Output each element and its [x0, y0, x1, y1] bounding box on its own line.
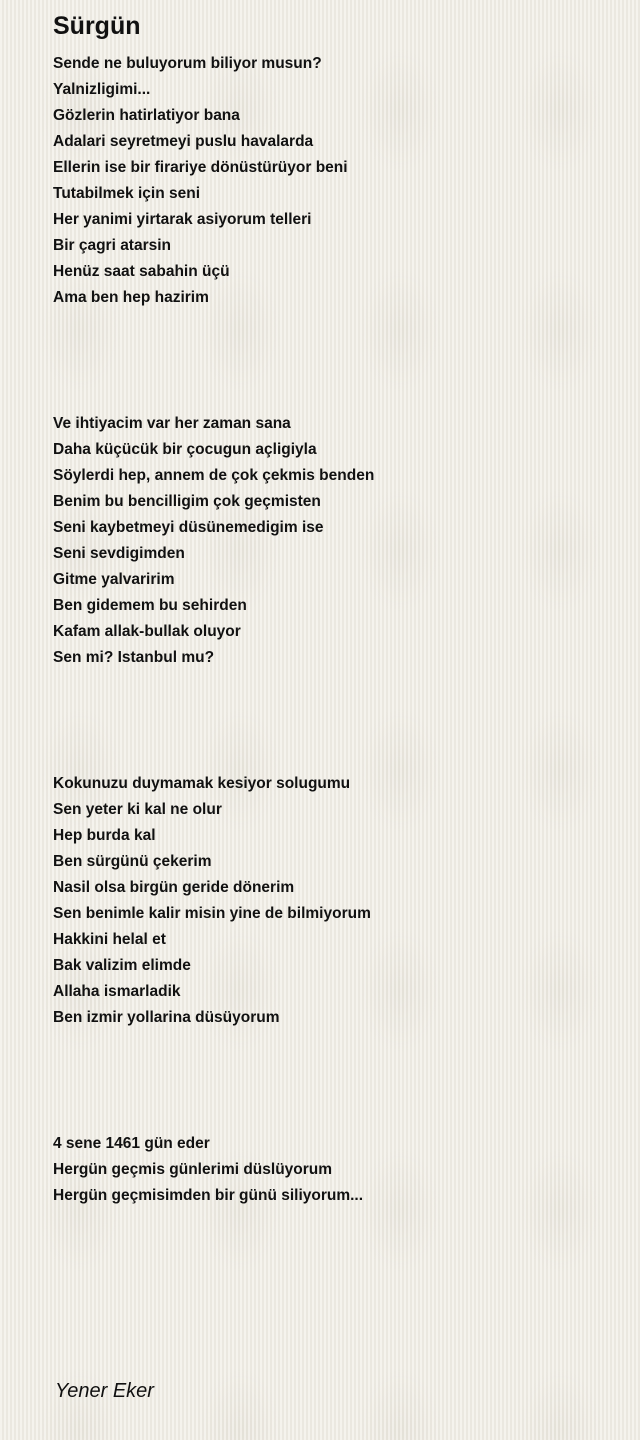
- stanza-4: [53, 1131, 363, 1209]
- poem-title: Sürgün: [53, 12, 141, 40]
- poem-line: Tutabilmek için seni: [53, 185, 201, 202]
- poem-line: Yalnizligimi...: [53, 81, 151, 98]
- poem-line: Ben gidemem bu sehirden: [53, 597, 247, 614]
- stanza-3: [53, 771, 371, 1031]
- poem-line: Sende ne buluyorum biliyor musun?: [53, 55, 322, 72]
- poem-line: Nasil olsa birgün geride dönerim: [53, 879, 295, 896]
- poem-line: Her yanimi yirtarak asiyorum telleri: [53, 211, 312, 228]
- poem-line: Kafam allak-bullak oluyor: [53, 623, 241, 640]
- poem-line: Henüz saat sabahin üçü: [53, 263, 230, 280]
- poem-line: Ama ben hep hazirim: [53, 289, 209, 306]
- poem-line: Ve ihtiyacim var her zaman sana: [53, 415, 291, 432]
- poem-line: 4 sene 1461 gün eder: [53, 1135, 210, 1152]
- poem-line: Hergün geçmis günlerimi düslüyorum: [53, 1161, 333, 1178]
- poem-line: Söylerdi hep, annem de çok çekmis benden: [53, 467, 375, 484]
- poem-line: Gözlerin hatirlatiyor bana: [53, 107, 240, 124]
- poem-line: Hergün geçmisimden bir günü siliyorum...: [53, 1187, 364, 1204]
- poem-line: Ellerin ise bir firariye dönüstürüyor beni: [53, 159, 348, 176]
- poem-line: Benim bu bencilligim çok geçmisten: [53, 493, 321, 510]
- poem-line: Kokunuzu duymamak kesiyor solugumu: [53, 775, 351, 792]
- poem-line: Hep burda kal: [53, 827, 156, 844]
- poem-line: Sen yeter ki kal ne olur: [53, 801, 222, 818]
- poem-author: Yener Eker: [55, 1380, 154, 1402]
- poem-line: Allaha ismarladik: [53, 983, 181, 1000]
- poem-line: Ben izmir yollarina düsüyorum: [53, 1009, 280, 1026]
- poem-line: Daha küçücük bir çocugun açligiyla: [53, 441, 317, 458]
- poem-line: Adalari seyretmeyi puslu havalarda: [53, 133, 314, 150]
- poem-line: Hakkini helal et: [53, 931, 166, 948]
- poem-line: Sen mi? Istanbul mu?: [53, 649, 215, 666]
- stanza-2: [53, 411, 374, 671]
- poem-line: Bir çagri atarsin: [53, 237, 172, 254]
- poem-line: Bak valizim elimde: [53, 957, 191, 974]
- poem-line: Seni sevdigimden: [53, 545, 185, 562]
- poem-line: Sen benimle kalir misin yine de bilmiyorum: [53, 905, 371, 922]
- poem-line: Ben sürgünü çekerim: [53, 853, 212, 870]
- poem-line: Seni kaybetmeyi düsünemedigim ise: [53, 519, 324, 536]
- poem-line: Gitme yalvaririm: [53, 571, 175, 588]
- stanza-1: [53, 51, 348, 311]
